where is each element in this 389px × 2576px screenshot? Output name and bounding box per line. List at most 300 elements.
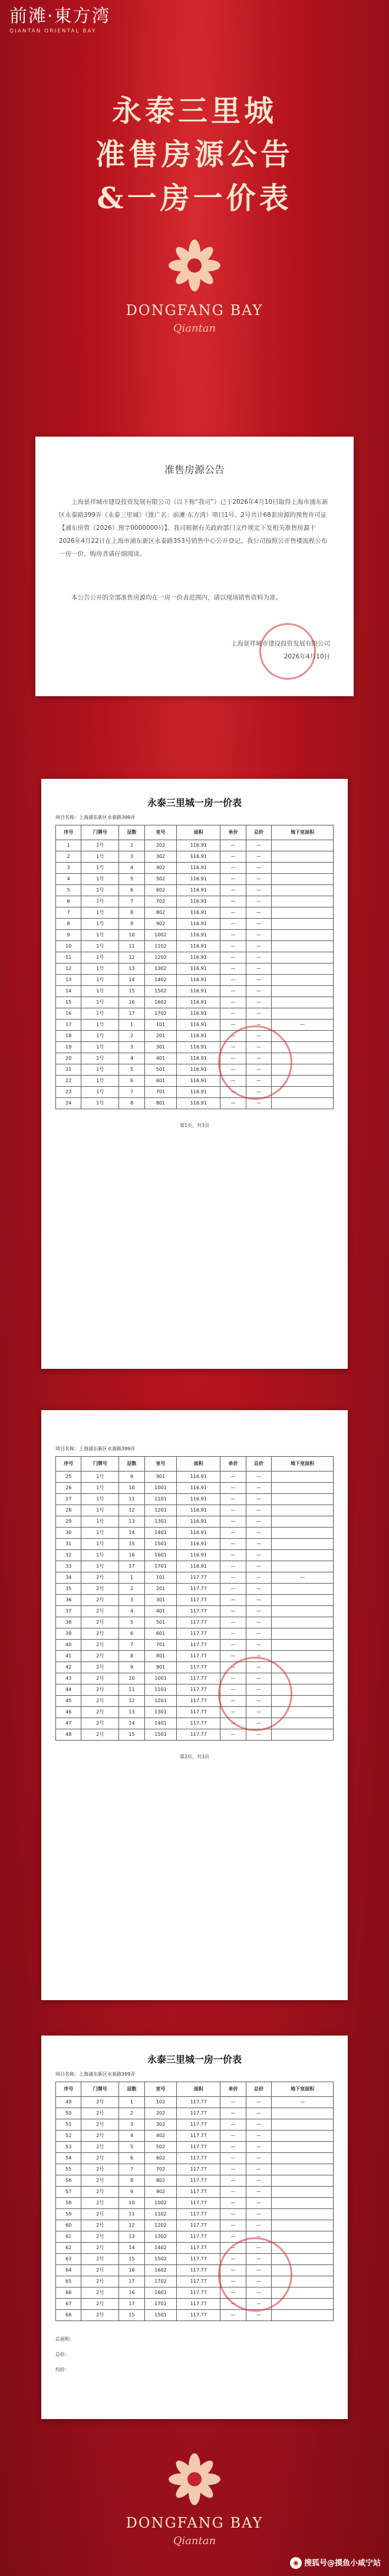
table-cell: — — [220, 975, 246, 986]
table-cell: 117.77 — [177, 2299, 220, 2310]
table-cell: 9 — [119, 2187, 144, 2198]
table-cell: 49 — [56, 2097, 81, 2108]
table-cell: 116.91 — [177, 885, 220, 896]
table-cell: 1401 — [144, 1718, 177, 1729]
table-cell: 1号 — [81, 851, 119, 863]
table-cell: 2号 — [81, 2198, 119, 2209]
table-cell: 702 — [144, 2164, 177, 2175]
table-row — [56, 874, 334, 885]
table-cell: 9 — [119, 1471, 144, 1483]
table-cell: — — [220, 1707, 246, 1718]
table-cell: 1号 — [81, 1076, 119, 1087]
project-label: 项目名称： — [55, 2072, 79, 2077]
table-cell: 2号 — [81, 1595, 119, 1606]
page-footer: 第2页，共3页 — [179, 1754, 210, 1759]
table-cell: 1号 — [81, 885, 119, 896]
logo-wordmark: DONGFANG BAY — [126, 302, 263, 319]
table-cell: — — [246, 1628, 271, 1640]
table-row — [56, 2108, 334, 2119]
table-cell: 1301 — [144, 1707, 177, 1718]
table-cell: 2 — [119, 840, 144, 851]
table-cell: 7 — [119, 1087, 144, 1098]
table-cell: 61 — [56, 2231, 81, 2243]
table-cell: 2号 — [81, 2142, 119, 2153]
table-row — [56, 1528, 334, 1539]
table-cell: 1202 — [144, 952, 177, 963]
table-row — [56, 1483, 334, 1494]
table-cell: 117.77 — [177, 1718, 220, 1729]
table-cell: 116.91 — [177, 1561, 220, 1572]
table-cell: 8 — [119, 1651, 144, 1662]
table-cell: 117.77 — [177, 1707, 220, 1718]
table-row — [56, 1651, 334, 1662]
table-row — [56, 907, 334, 919]
table-cell: 36 — [56, 1595, 81, 1606]
table-cell: 1号 — [81, 1020, 119, 1031]
column-header: 地下室面积 — [272, 1457, 334, 1471]
table-cell: — — [220, 963, 246, 975]
table-cell: 117.77 — [177, 2175, 220, 2187]
footer-script: Qiantan — [173, 2535, 216, 2547]
table-cell: — — [220, 1042, 246, 1053]
table-cell: — — [246, 1020, 271, 1031]
table-row — [56, 1617, 334, 1628]
table-cell: — — [220, 1684, 246, 1696]
table-cell: 1号 — [81, 963, 119, 975]
table-cell: 117.77 — [177, 2142, 220, 2153]
column-header: 层数 — [119, 2082, 144, 2097]
table-cell: 1号 — [81, 1483, 119, 1494]
table-cell: 116.91 — [177, 1098, 220, 1109]
table-cell: 14 — [56, 986, 81, 997]
table-cell: 2 — [119, 2108, 144, 2119]
table-cell — [272, 2310, 334, 2321]
table-cell: 1702 — [144, 2276, 177, 2287]
table-cell: 117.77 — [177, 1662, 220, 1673]
table-cell: — — [246, 1076, 271, 1087]
page-title: 永泰三里城一房一价表 — [147, 797, 242, 808]
table-cell: 117.77 — [177, 2131, 220, 2142]
table-cell: — — [246, 919, 271, 930]
table-row — [56, 885, 334, 896]
table-cell: 13 — [119, 1707, 144, 1718]
table-cell: — — [246, 1684, 271, 1696]
table-cell — [272, 1008, 334, 1020]
table-cell: 116.91 — [177, 1550, 220, 1561]
table-cell: 56 — [56, 2175, 81, 2187]
company-seal-icon — [259, 623, 316, 680]
table-cell: 902 — [144, 919, 177, 930]
table-cell: 22 — [56, 1076, 81, 1087]
table-cell: — — [220, 2231, 246, 2243]
table-cell: 1号 — [81, 1494, 119, 1505]
project-meta — [55, 814, 135, 821]
table-cell: 1601 — [144, 2287, 177, 2299]
table-cell: 2号 — [81, 2243, 119, 2254]
table-cell: 15 — [119, 1729, 144, 1741]
table-cell — [272, 1606, 334, 1617]
table-cell: — — [246, 2276, 271, 2287]
table-cell: 4 — [119, 863, 144, 874]
table-cell: — — [246, 2119, 271, 2131]
table-row — [56, 963, 334, 975]
table-cell: 1201 — [144, 1696, 177, 1707]
table-cell: 63 — [56, 2254, 81, 2265]
table-cell: 2 — [119, 1031, 144, 1042]
table-cell: 401 — [144, 1606, 177, 1617]
table-cell: 117.77 — [177, 1673, 220, 1684]
column-header: 面积 — [177, 2082, 220, 2097]
table-cell: 1号 — [81, 941, 119, 952]
column-header: 室号 — [144, 2082, 177, 2097]
table-cell: 52 — [56, 2131, 81, 2142]
table-cell: 19 — [56, 1042, 81, 1053]
table-cell: 34 — [56, 1572, 81, 1584]
table-cell: 116.91 — [177, 975, 220, 986]
table-cell: 2号 — [81, 1673, 119, 1684]
table-cell: — — [220, 1617, 246, 1628]
table-cell: 41 — [56, 1651, 81, 1662]
table-cell: — — [246, 1651, 271, 1662]
table-cell: 37 — [56, 1606, 81, 1617]
table-row — [56, 1673, 334, 1684]
project-address: 上海浦东新区永泰路399弄 — [79, 1446, 136, 1451]
table-cell: — — [220, 1098, 246, 1109]
table-cell: 1号 — [81, 874, 119, 885]
company-seal-icon — [218, 1657, 292, 1731]
table-cell: — — [220, 2198, 246, 2209]
table-cell — [272, 2131, 334, 2142]
table-cell: 502 — [144, 874, 177, 885]
table-cell: — — [220, 2097, 246, 2108]
table-cell: 2号 — [81, 1606, 119, 1617]
table-cell: 2号 — [81, 2209, 119, 2220]
table-cell: — — [220, 851, 246, 863]
hero-title-line2: 准售房源公告 — [95, 137, 294, 172]
table-cell: — — [220, 1550, 246, 1561]
table-cell: 10 — [119, 1673, 144, 1684]
totals-line: 均价： — [55, 2367, 70, 2372]
table-cell: 5 — [119, 1064, 144, 1076]
company-seal-icon — [218, 1025, 292, 1100]
table-cell: 1号 — [81, 840, 119, 851]
table-cell — [272, 2209, 334, 2220]
table-cell: — — [220, 1696, 246, 1707]
table-cell: 1602 — [144, 2265, 177, 2276]
table-cell: 116.91 — [177, 1064, 220, 1076]
table-cell — [272, 851, 334, 863]
table-cell — [272, 896, 334, 907]
column-header: 门牌号 — [81, 1457, 119, 1471]
table-cell — [272, 941, 334, 952]
table-cell: 10 — [119, 930, 144, 941]
table-row — [56, 1572, 334, 1584]
table-cell — [272, 2231, 334, 2243]
table-cell: 1501 — [144, 1539, 177, 1550]
table-cell: 30 — [56, 1528, 81, 1539]
table-cell: 202 — [144, 840, 177, 851]
table-cell: 33 — [56, 1561, 81, 1572]
table-cell: 64 — [56, 2265, 81, 2276]
table-cell: 16 — [56, 1008, 81, 1020]
table-cell: 1号 — [81, 907, 119, 919]
table-cell: — — [220, 874, 246, 885]
table-cell: — — [246, 1673, 271, 1684]
table-cell: 28 — [56, 1505, 81, 1516]
table-cell: 1002 — [144, 930, 177, 941]
table-cell: 117.77 — [177, 2265, 220, 2276]
table-cell: 2号 — [81, 2175, 119, 2187]
column-header: 总价 — [246, 825, 271, 840]
table-cell: 1号 — [81, 1008, 119, 1020]
table-cell: 101 — [144, 1020, 177, 1031]
table-cell: 117.77 — [177, 1572, 220, 1584]
table-cell: — — [246, 1662, 271, 1673]
table-cell: 2号 — [81, 2153, 119, 2164]
notice-title: 准售房源公告 — [164, 464, 225, 476]
table-cell: — — [246, 2243, 271, 2254]
totals-line: 总面积： — [55, 2336, 74, 2342]
table-cell: — — [220, 997, 246, 1008]
table-cell: — — [246, 1606, 271, 1617]
table-cell: 17 — [119, 2276, 144, 2287]
table-cell: 13 — [119, 1516, 144, 1528]
table-cell: — — [246, 952, 271, 963]
table-cell: — — [220, 2108, 246, 2119]
table-row — [56, 1584, 334, 1595]
table-cell: 1号 — [81, 975, 119, 986]
table-cell: 301 — [144, 1042, 177, 1053]
table-cell: 2号 — [81, 1718, 119, 1729]
table-cell: — — [220, 1718, 246, 1729]
table-cell: 1号 — [81, 1087, 119, 1098]
table-cell: — — [220, 1651, 246, 1662]
table-row — [56, 1606, 334, 1617]
table-cell: 58 — [56, 2198, 81, 2209]
table-cell: 62 — [56, 2243, 81, 2254]
table-cell: 116.91 — [177, 863, 220, 874]
table-cell: — — [272, 2097, 334, 2108]
table-cell: 1号 — [81, 1505, 119, 1516]
table-cell: 9 — [119, 919, 144, 930]
table-cell: 12 — [119, 2220, 144, 2231]
table-cell: 1102 — [144, 2209, 177, 2220]
table-cell — [272, 1516, 334, 1528]
table-cell: 2 — [56, 851, 81, 863]
table-cell: 15 — [56, 997, 81, 1008]
table-cell: 1号 — [81, 997, 119, 1008]
table-cell: 802 — [144, 907, 177, 919]
table-cell: 1601 — [144, 1550, 177, 1561]
table-cell: 2号 — [81, 2131, 119, 2142]
hero-title-line1: 永泰三里城 — [112, 93, 277, 128]
table-cell — [272, 1561, 334, 1572]
camera-icon: ◉ — [290, 2557, 302, 2569]
table-cell — [272, 2220, 334, 2231]
table-cell: 2号 — [81, 2310, 119, 2321]
table-cell: 1201 — [144, 1505, 177, 1516]
table-cell: — — [220, 2175, 246, 2187]
table-cell: 2 — [119, 1584, 144, 1595]
table-cell: 201 — [144, 1031, 177, 1042]
table-cell: 4 — [119, 2131, 144, 2142]
table-cell: 117.77 — [177, 2108, 220, 2119]
table-cell: — — [246, 863, 271, 874]
table-cell: 116.91 — [177, 952, 220, 963]
table-cell: 117.77 — [177, 2310, 220, 2321]
table-cell — [272, 919, 334, 930]
table-cell: — — [220, 1020, 246, 1031]
table-cell — [272, 2142, 334, 2153]
table-row — [56, 1031, 334, 1042]
table-cell — [272, 963, 334, 975]
column-header: 地下室面积 — [272, 2082, 334, 2097]
table-cell: — — [220, 840, 246, 851]
column-header: 总价 — [246, 1457, 271, 1471]
table-cell: 1号 — [81, 930, 119, 941]
table-cell: — — [246, 2265, 271, 2276]
table-cell: 12 — [56, 963, 81, 975]
table-cell: 1号 — [81, 1539, 119, 1550]
table-cell: — — [220, 2164, 246, 2175]
table-cell: — — [220, 1008, 246, 1020]
column-header: 序号 — [56, 1457, 81, 1471]
table-cell: 1号 — [81, 952, 119, 963]
table-cell: 117.77 — [177, 1651, 220, 1662]
table-cell: — — [246, 2097, 271, 2108]
page-footer: 第1页，共3页 — [179, 1123, 210, 1128]
table-cell: 1号 — [81, 986, 119, 997]
table-cell: — — [246, 1087, 271, 1098]
table-cell: — — [246, 885, 271, 896]
table-cell: 1号 — [81, 1053, 119, 1064]
table-cell — [272, 1483, 334, 1494]
table-cell — [272, 863, 334, 874]
table-cell: 50 — [56, 2108, 81, 2119]
table-cell: 801 — [144, 1098, 177, 1109]
table-cell: 38 — [56, 1617, 81, 1628]
table-cell: 14 — [119, 1528, 144, 1539]
table-cell: — — [246, 2209, 271, 2220]
table-cell: 20 — [56, 1053, 81, 1064]
table-cell: 17 — [56, 1020, 81, 1031]
table-cell: 11 — [119, 1684, 144, 1696]
table-cell: — — [246, 1696, 271, 1707]
table-cell: 16 — [119, 2265, 144, 2276]
table-cell: 701 — [144, 1640, 177, 1651]
table-cell: 1002 — [144, 2198, 177, 2209]
table-cell: 5 — [119, 874, 144, 885]
table-cell: — — [246, 1729, 271, 1741]
project-address: 上海浦东新区永泰路399弄 — [79, 815, 136, 820]
table-cell: 3 — [119, 2119, 144, 2131]
table-cell: 901 — [144, 1662, 177, 1673]
table-cell — [272, 1471, 334, 1483]
table-cell: 2号 — [81, 2299, 119, 2310]
table-cell: 2号 — [81, 2108, 119, 2119]
table-cell: 1302 — [144, 963, 177, 975]
table-cell — [272, 874, 334, 885]
table-cell: — — [220, 1662, 246, 1673]
table-cell — [272, 1628, 334, 1640]
table-cell: — — [246, 840, 271, 851]
table-cell: 116.91 — [177, 1539, 220, 1550]
table-cell: 117.77 — [177, 1696, 220, 1707]
table-cell — [272, 1098, 334, 1109]
table-cell — [272, 2119, 334, 2131]
table-cell: 1602 — [144, 997, 177, 1008]
table-cell: — — [220, 1584, 246, 1595]
table-row — [56, 1662, 334, 1673]
table-cell: — — [220, 1516, 246, 1528]
price-page-2 — [41, 1410, 348, 2000]
table-cell: 4 — [119, 1606, 144, 1617]
table-row — [56, 1008, 334, 1020]
table-cell: 2号 — [81, 1729, 119, 1741]
table-cell — [272, 1494, 334, 1505]
table-cell: — — [220, 885, 246, 896]
table-row — [56, 2198, 334, 2209]
notice-note: 本公告公开的全部准售房源均在一房一价表范围内，请以现场销售资料为准。 — [71, 594, 282, 601]
table-row — [56, 941, 334, 952]
table-cell: 57 — [56, 2187, 81, 2198]
table-row — [56, 2175, 334, 2187]
table-cell: — — [246, 1516, 271, 1528]
table-cell: 6 — [56, 896, 81, 907]
table-cell: 1号 — [81, 1471, 119, 1483]
table-cell: 7 — [119, 1640, 144, 1651]
table-cell: 116.91 — [177, 896, 220, 907]
table-cell: 117.77 — [177, 1628, 220, 1640]
table-cell: — — [220, 1539, 246, 1550]
table-cell: — — [220, 2265, 246, 2276]
table-cell: 1 — [119, 1020, 144, 1031]
table-cell: 5 — [119, 2142, 144, 2153]
table-cell: — — [220, 1053, 246, 1064]
table-cell: — — [246, 1098, 271, 1109]
table-cell: — — [272, 1572, 334, 1584]
table-cell: — — [246, 907, 271, 919]
table-cell: 10 — [119, 2198, 144, 2209]
table-cell: — — [220, 919, 246, 930]
table-cell: 32 — [56, 1550, 81, 1561]
table-cell: 1402 — [144, 975, 177, 986]
table-cell: 116.91 — [177, 986, 220, 997]
table-cell: 11 — [119, 941, 144, 952]
table-cell: — — [220, 2287, 246, 2299]
price-page-1 — [41, 779, 348, 1369]
table-row — [56, 1718, 334, 1729]
table-cell: 902 — [144, 2187, 177, 2198]
table-cell: — — [246, 1707, 271, 1718]
table-cell: 117.77 — [177, 1640, 220, 1651]
table-cell: 2号 — [81, 1640, 119, 1651]
table-cell: — — [220, 941, 246, 952]
table-row — [56, 2164, 334, 2175]
table-cell: 116.91 — [177, 840, 220, 851]
table-cell — [272, 930, 334, 941]
table-cell: 2号 — [81, 1696, 119, 1707]
table-cell: — — [246, 1031, 271, 1042]
table-cell: 117.77 — [177, 2254, 220, 2265]
project-meta — [55, 1446, 135, 1452]
table-cell: 117.77 — [177, 2164, 220, 2175]
table-row — [56, 1076, 334, 1087]
table-cell: 116.91 — [177, 1031, 220, 1042]
table-cell — [272, 1550, 334, 1561]
table-cell: — — [246, 2187, 271, 2198]
table-row — [56, 1561, 334, 1572]
